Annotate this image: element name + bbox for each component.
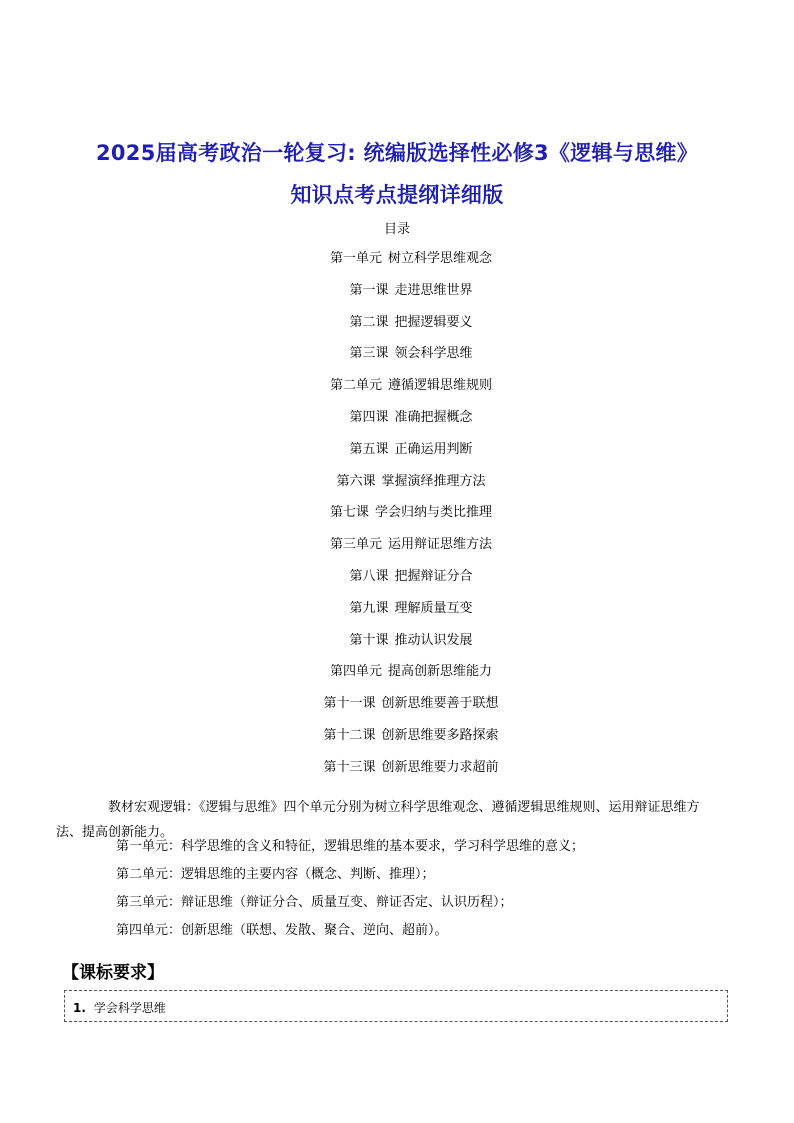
toc-entry-number: 第二课 (349, 314, 389, 330)
toc-entry-number: 第四课 (349, 409, 389, 425)
unit-summary-4: 第四单元：创新思维（联想、发散、聚合、逆向、超前）。 (116, 923, 448, 938)
toc-entry-title: 理解质量互变 (394, 600, 473, 616)
toc-entry-title: 正确运用判断 (394, 441, 473, 457)
toc-entry-number: 第十一课 (323, 696, 376, 712)
toc-entry-number: 第二单元 (329, 378, 382, 394)
toc-entry-title: 树立科学思维观念 (388, 251, 493, 266)
toc-entry-number: 第三单元 (329, 537, 382, 553)
toc-entry-title: 推动认识发展 (394, 632, 473, 648)
toc-entry-number: 第四单元 (329, 664, 382, 680)
requirement-item (73, 999, 166, 1016)
toc-entry-number: 第七课 (329, 505, 369, 521)
requirement-text: 学会科学思维 (93, 1001, 166, 1015)
toc-entry[interactable] (0, 441, 794, 473)
unit-summary-2: 第二单元：逻辑思维的主要内容（概念、判断、推理）； (116, 867, 435, 882)
toc-entry[interactable] (0, 282, 794, 314)
toc-entry[interactable] (0, 314, 794, 346)
toc-entry[interactable] (0, 409, 794, 441)
toc-entry[interactable] (0, 568, 794, 600)
curriculum-requirements-heading: 【课标要求】 (62, 963, 164, 983)
toc-entry[interactable] (0, 250, 794, 282)
toc-entry[interactable] (0, 536, 794, 568)
intro-paragraph: 教材宏观逻辑：《逻辑与思维》四个单元分别为树立科学思维观念、遵循逻辑思维规则、运用辩证思维方法、提高创新能力。 (56, 800, 700, 840)
toc-entry-title: 领会科学思维 (394, 346, 473, 362)
toc-entry[interactable] (0, 473, 794, 505)
toc-entry-title: 掌握演绎推理方法 (381, 473, 486, 489)
toc-entry-title: 遵循逻辑思维规则 (388, 378, 493, 394)
toc-entry-title: 走进思维世界 (394, 282, 473, 298)
toc-entry-number: 第一课 (349, 282, 389, 298)
toc-entry[interactable] (0, 377, 794, 409)
unit-summary-1: 第一单元：科学思维的含义和特征，逻辑思维的基本要求，学习科学思维的意义； (116, 839, 585, 854)
toc-entry-title: 创新思维要善于联想 (381, 696, 499, 712)
document-title-line-2: 知识点考点提纲详细版 (290, 183, 504, 207)
toc-entry-number: 第一单元 (329, 251, 382, 266)
toc-entry[interactable] (0, 759, 794, 791)
toc-entry[interactable] (0, 695, 794, 727)
table-of-contents (0, 250, 794, 791)
toc-entry-title: 把握辩证分合 (394, 568, 473, 584)
requirement-number: 1. (73, 1001, 86, 1015)
toc-entry-title: 把握逻辑要义 (394, 314, 473, 330)
document-title-line-1: 2025届高考政治一轮复习: 统编版选择性必修3《逻辑与思维》 (95, 141, 699, 165)
toc-entry-number: 第十二课 (323, 727, 376, 743)
toc-entry-number: 第九课 (349, 600, 389, 616)
toc-entry-title: 创新思维要力求超前 (381, 759, 499, 775)
toc-entry-number: 第十课 (349, 632, 389, 648)
toc-entry[interactable] (0, 345, 794, 377)
toc-entry-number: 第六课 (336, 473, 376, 489)
toc-entry-number: 第三课 (349, 346, 389, 362)
toc-entry[interactable] (0, 600, 794, 632)
toc-heading: 目录 (383, 222, 410, 237)
toc-entry-title: 准确把握概念 (394, 409, 473, 425)
toc-entry-number: 第五课 (349, 441, 389, 457)
toc-entry[interactable] (0, 727, 794, 759)
toc-entry-title: 学会归纳与类比推理 (375, 505, 493, 521)
toc-entry-title: 运用辩证思维方法 (388, 537, 493, 553)
unit-summary-3: 第三单元：辩证思维（辩证分合、质量互变、辩证否定、认识历程）； (116, 895, 513, 910)
toc-entry-title: 创新思维要多路探索 (381, 727, 499, 743)
toc-entry[interactable] (0, 663, 794, 695)
toc-entry-number: 第十三课 (323, 759, 376, 775)
toc-entry-title: 提高创新思维能力 (388, 664, 493, 680)
toc-entry[interactable] (0, 504, 794, 536)
toc-entry[interactable] (0, 632, 794, 664)
toc-entry-number: 第八课 (349, 568, 389, 584)
requirements-box (64, 990, 728, 1022)
